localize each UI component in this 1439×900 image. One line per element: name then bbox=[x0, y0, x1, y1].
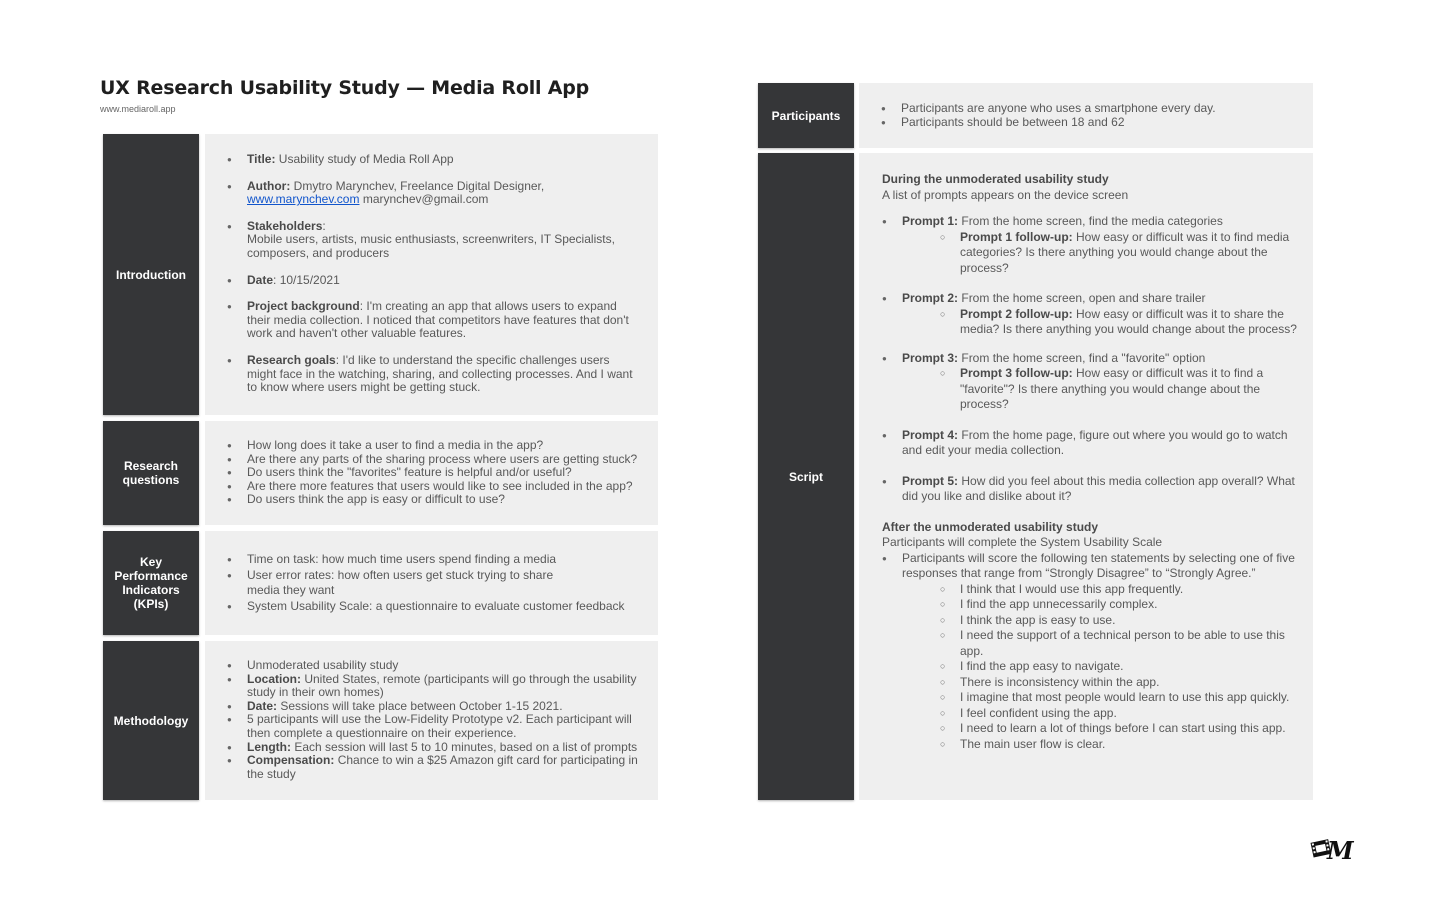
prompt-item: ● Prompt 4: From the home page, figure out where you would go to watch and edit your media collection. bbox=[882, 428, 1301, 459]
after-heading: After the unmoderated usability study bbox=[882, 519, 1099, 534]
kpi-item: ● Time on task: how much time users spend finding a media bbox=[227, 552, 628, 568]
script-label: Script bbox=[758, 153, 854, 800]
participants-content bbox=[859, 83, 1313, 148]
intro-goals-item: ● Research goals: I'd like to understand the specific challenges users might face in the watching, sharing, and collecting processes. And I want to know where users might be getting stuck. bbox=[227, 354, 638, 395]
prompt-followup: ○ Prompt 3 follow-up: How easy or difficult was it to find a "favorite"? Is there anything you would change about the process? bbox=[940, 366, 1301, 413]
logo-letter: M bbox=[1327, 836, 1354, 862]
author-website-link[interactable]: www.marynchev.com bbox=[247, 192, 360, 207]
participants-label: Participants bbox=[758, 83, 854, 148]
intro-date-item: ● Date: 10/15/2021 bbox=[227, 274, 638, 288]
research-question: ● Do users think the "favorites" feature is helpful and/or useful? bbox=[227, 466, 648, 480]
sus-statement: ○ The main user flow is clear. bbox=[940, 737, 1301, 753]
methodology-content bbox=[205, 641, 658, 800]
sus-statement: ○ I feel confident using the app. bbox=[940, 706, 1301, 722]
methodology-date: ● Date: Sessions will take place between October 1-15 2021. bbox=[227, 700, 638, 714]
research-questions-label: Research questions bbox=[103, 421, 199, 525]
methodology-item: ● Unmoderated usability study bbox=[227, 659, 638, 673]
after-subheading: Participants will complete the System Usability Scale bbox=[882, 535, 1163, 549]
research-question: ● Are there more features that users would like to see included in the app? bbox=[227, 480, 648, 494]
research-questions-content bbox=[205, 421, 658, 525]
intro-title-item: ● Title: Usability study of Media Roll App bbox=[227, 153, 638, 167]
prompt-item: ● Prompt 3: From the home screen, find a "favorite" option ○ Prompt 3 follow-up: How easy or difficult was it to find a "favorite"? Is there anything you would change about the process? bbox=[882, 351, 1301, 413]
script-content bbox=[859, 153, 1313, 800]
during-heading: During the unmoderated usability study bbox=[882, 172, 1109, 186]
sus-intro: ● Participants will score the following ten statements by selecting one of five responses that range from “Strongly Disagree” to “Strongly Agree.” ○ I think that I would use this app frequently. ○ I find the app unnecessarily complex. ○ I think the app is easy to use. ○ I need the support of a technical person to be able to use this app. ○ I find the app easy to navigate. ○ There is inconsistency within the app. ○ I imagine that most people would learn to use this app quickly. ○ I feel confident using the app. ○ I need to learn a lot of things before I can start using this app. ○ The main user flow is clear. bbox=[882, 551, 1301, 753]
prompt-followup: ○ Prompt 1 follow-up: How easy or difficult was it to find media categories? Is there anything you would change about the process? bbox=[940, 230, 1301, 277]
methodology-location: ● Location: United States, remote (participants will go through the usability study in their own homes) bbox=[227, 673, 638, 700]
sus-statement: ○ I find the app unnecessarily complex. bbox=[940, 597, 1301, 613]
intro-stakeholders-item: ● Stakeholders: Mobile users, artists, music enthusiasts, screenwriters, IT Specialists, composers, and producers bbox=[227, 220, 638, 261]
sus-statement: ○ I need to learn a lot of things before I can start using this app. bbox=[940, 721, 1301, 737]
intro-background-item: ● Project background: I'm creating an app that allows users to expand their media collection. I noticed that competitors have features that don't work and haven't other valuable features. bbox=[227, 300, 638, 341]
prompt-item: ● Prompt 2: From the home screen, open and share trailer ○ Prompt 2 follow-up: How easy or difficult was it to share the media? Is there anything you would change about the process? bbox=[882, 291, 1301, 338]
participant-criterion: ● Participants should be between 18 and 62 bbox=[881, 116, 1303, 130]
during-subheading: A list of prompts appears on the device screen bbox=[882, 187, 1129, 202]
methodology-label: Methodology bbox=[103, 641, 199, 800]
research-question: ● Do users think the app is easy or difficult to use? bbox=[227, 493, 648, 507]
introduction-label: Introduction bbox=[103, 134, 199, 415]
prompt-item: ● Prompt 1: From the home screen, find the media categories ○ Prompt 1 follow-up: How easy or difficult was it to find media categories? Is there anything you would change about the process? bbox=[882, 214, 1301, 276]
kpi-item: ● User error rates: how often users get stuck trying to share media they want bbox=[227, 568, 628, 599]
introduction-content bbox=[205, 134, 658, 415]
sus-statement: ○ I find the app easy to navigate. bbox=[940, 659, 1301, 675]
sus-statement: ○ There is inconsistency within the app. bbox=[940, 675, 1301, 691]
sus-statement: ○ I need the support of a technical person to be able to use this app. bbox=[940, 628, 1301, 659]
participant-criterion: ● Participants are anyone who uses a smartphone every day. bbox=[881, 102, 1303, 116]
sus-statement: ○ I imagine that most people would learn to use this app quickly. bbox=[940, 690, 1301, 706]
media-roll-logo-icon bbox=[1310, 836, 1358, 862]
page-title: UX Research Usability Study — Media Roll App bbox=[100, 77, 590, 99]
sus-statement: ○ I think the app is easy to use. bbox=[940, 613, 1301, 629]
research-question: ● How long does it take a user to find a media in the app? bbox=[227, 439, 648, 453]
kpis-label: Key Performance Indicators (KPIs) bbox=[103, 531, 199, 635]
methodology-length: ● Length: Each session will last 5 to 10 minutes, based on a list of prompts bbox=[227, 741, 638, 755]
intro-author-item: ● Author: Dmytro Marynchev, Freelance Digital Designer, www.marynchev.com marynchev@gmail.com bbox=[227, 180, 638, 207]
kpis-content bbox=[205, 531, 658, 635]
page-url: www.mediaroll.app bbox=[100, 104, 176, 114]
sus-statement: ○ I think that I would use this app frequently. bbox=[940, 582, 1301, 598]
prompt-followup: ○ Prompt 2 follow-up: How easy or difficult was it to share the media? Is there anything you would change about the process? bbox=[940, 307, 1301, 338]
methodology-compensation: ● Compensation: Chance to win a $25 Amazon gift card for participating in the study bbox=[227, 754, 638, 781]
research-question: ● Are there any parts of the sharing process where users are getting stuck? bbox=[227, 453, 648, 467]
kpi-item: ● System Usability Scale: a questionnaire to evaluate customer feedback bbox=[227, 599, 628, 615]
methodology-item: ● 5 participants will use the Low-Fidelity Prototype v2. Each participant will then complete a questionnaire on their experience. bbox=[227, 713, 638, 740]
prompt-item: ● Prompt 5: How did you feel about this media collection app overall? What did you like and dislike about it? bbox=[882, 474, 1301, 505]
